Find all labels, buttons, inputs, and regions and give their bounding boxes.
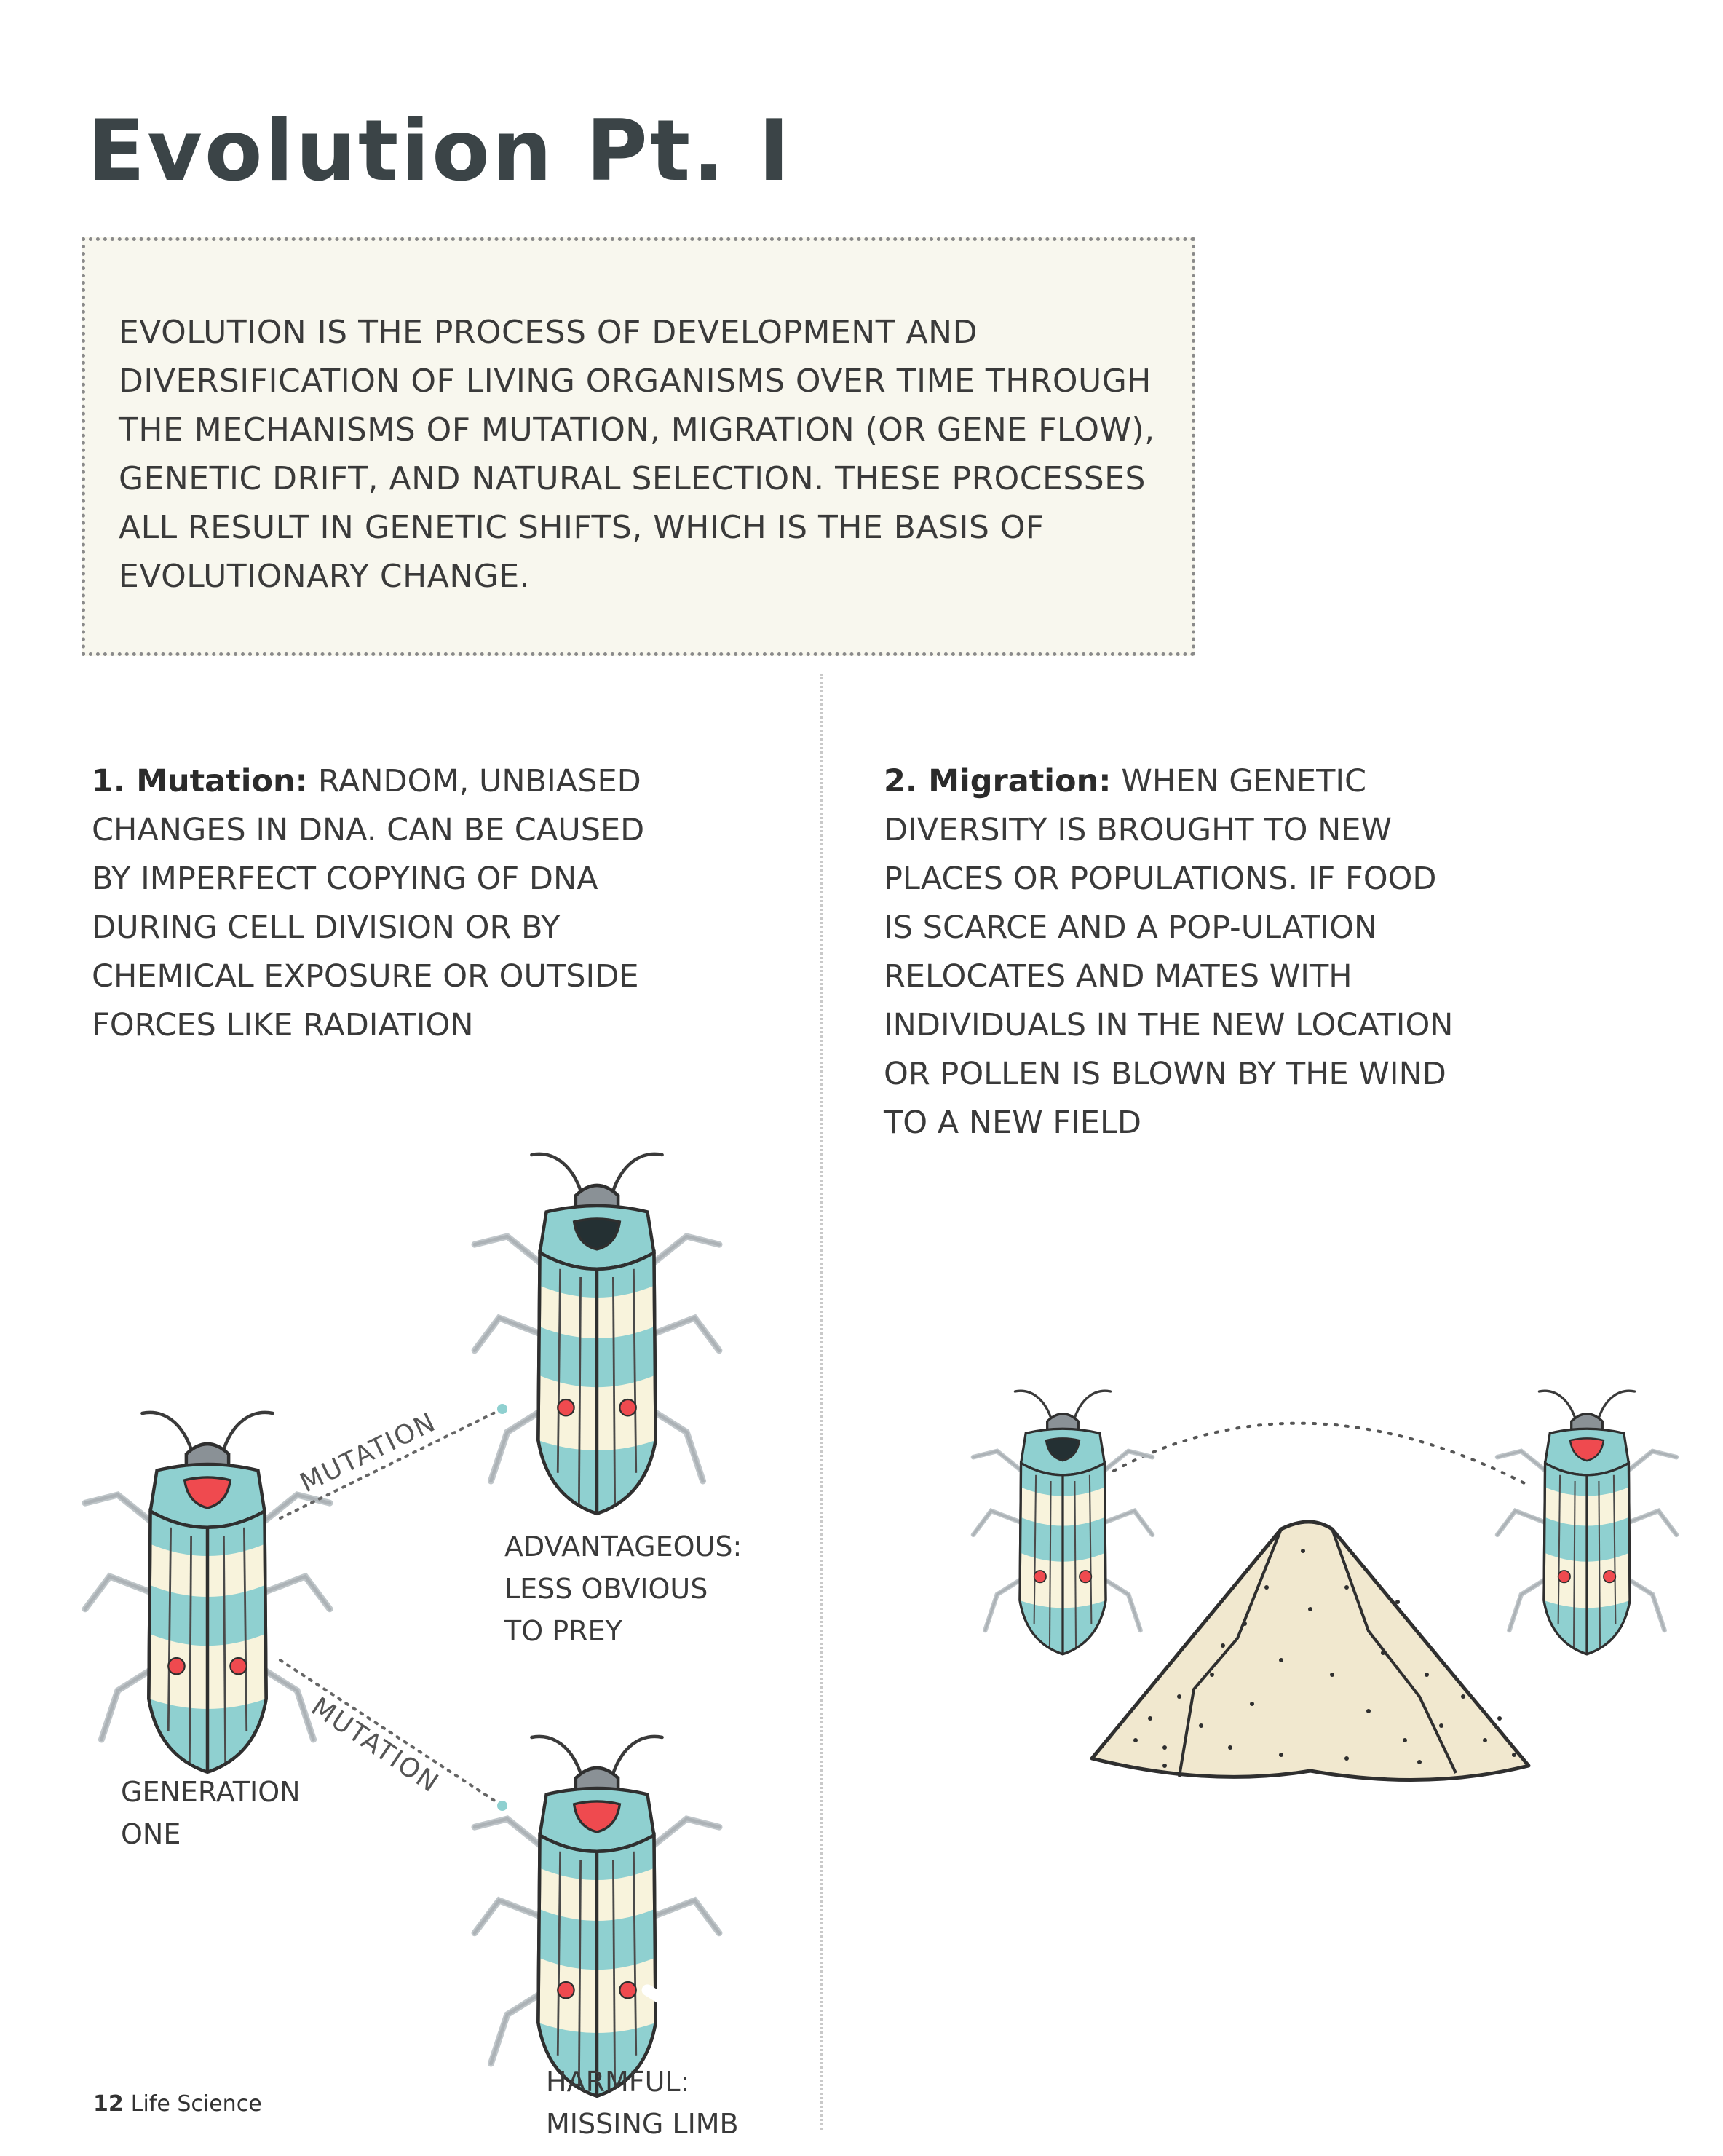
mutation-arrow-top-label: MUTATION — [295, 1407, 441, 1499]
beetle-harmful-icon — [475, 1737, 719, 2096]
mutation-arrow-top — [280, 1404, 507, 1518]
page-title: Evolution Pt. I — [87, 102, 792, 200]
beetle-migrating-left-icon — [973, 1391, 1152, 1654]
label-generation-one: GENERATION ONE — [121, 1776, 301, 1850]
label-advantageous: ADVANTAGEOUS: LESS OBVIOUS TO PREY — [504, 1531, 742, 1647]
migration-heading: 2. Migration: — [884, 763, 1112, 799]
intro-text: EVOLUTION IS THE PROCESS OF DEVELOPMENT AND DIVERSIFICATION OF LIVING ORGANISMS OVER TIME THROUGH THE MECHANISMS OF MUTATION, MIGRATION (OR GENE FLOW), GENETIC DRIFT, AND NATURAL SELECTION. THESE PROCESSES ALL RESULT IN GENETIC SHIFTS, WHICH IS THE BASIS OF EVOLUTIONARY CHANGE. — [119, 314, 1155, 595]
beetle-generation-one-icon — [85, 1413, 330, 1772]
migration-text: WHEN GENETIC DIVERSITY IS BROUGHT TO NEW PLACES OR POPULATIONS. IF FOOD IS SCARCE AND A POP-ULATION RELOCATES AND MATES WITH INDIVIDUALS IN THE NEW LOCATION OR POLLEN IS BLOWN BY THE WIND TO A NEW FIELD — [884, 763, 1454, 1141]
mutation-text: RANDOM, UNBIASED CHANGES IN DNA. CAN BE CAUSED BY IMPERFECT COPYING OF DNA DURING CELL DIVISION OR BY CHEMICAL EXPOSURE OR OUTSIDE FORCES LIKE RADIATION — [92, 763, 645, 1043]
mutation-heading: 1. Mutation: — [92, 763, 308, 799]
page-number: 12 — [93, 2091, 124, 2117]
mutation-arrow-bottom-label: MUTATION — [305, 1691, 445, 1799]
page-footer — [93, 2091, 262, 2117]
beetle-migrating-right-icon — [1497, 1391, 1676, 1654]
label-harmful: HARMFUL: MISSING LIMB — [546, 2066, 739, 2140]
beetle-advantageous-icon — [475, 1154, 719, 1514]
sand-pile-icon — [1092, 1522, 1529, 1780]
footer-section: Life Science — [130, 2091, 262, 2117]
migration-arrow — [1114, 1423, 1529, 1485]
